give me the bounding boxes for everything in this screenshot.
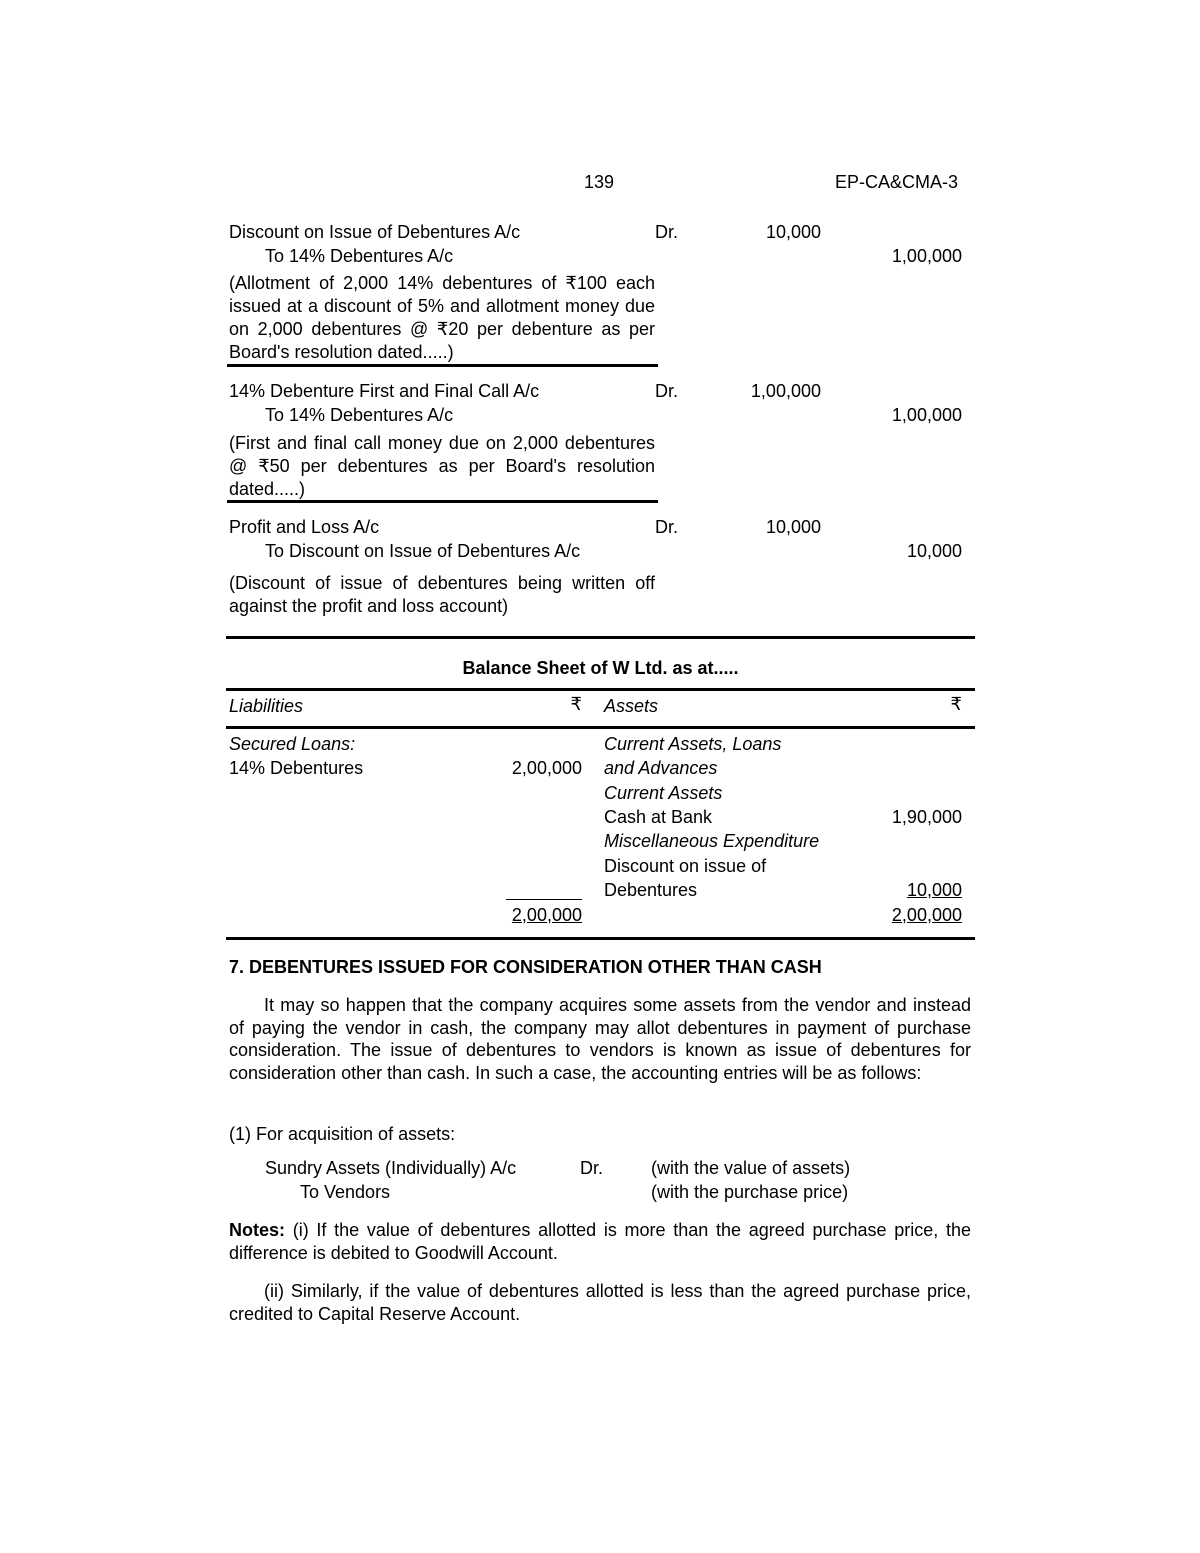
note-text: (i) If the value of debentures allotted is more than the agreed purchase price, the difference is debited to Goodwill Account. [229,1220,971,1263]
credit-account: To 14% Debentures A/c [265,246,454,266]
dr-label: Dr. [655,517,679,537]
paragraph: It may so happen that the company acquires some assets from the vendor and instead of paying the vendor in cash, the company may allot debentures in payment of purchase consideration. The issue of debentures to vendors is known as issue of debentures for consideration other than cash. In such a case, the accounting entries will be as follows: [229,995,971,1083]
step-heading: (1) For acquisition of assets: [229,1124,456,1144]
entry-debit-account: Sundry Assets (Individually) A/c [265,1158,517,1178]
narration: (First and final call money due on 2,000 debentures @ ₹50 per debentures as per Board's resolution dated.....) [229,433,655,499]
liabilities-total: 2,00,000 [511,905,582,925]
cash-at-bank: Cash at Bank [604,807,713,827]
debentures-amount: 2,00,000 [511,758,582,778]
cash-amount: 1,90,000 [891,807,962,827]
document-code: EP-CA&CMA-3 [835,172,959,192]
entry-debit-note: (with the value of assets) [651,1158,851,1178]
section-divider [226,636,975,639]
entry-divider [227,500,658,503]
rupee-header: ₹ [570,694,582,714]
narration: (Allotment of 2,000 14% debentures of ₹100 each issued at a discount of 5% and allotment money due on 2,000 debentures @ ₹20 per debenture as per Board's resolution dated.....) [229,273,655,362]
debit-amount: 10,000 [765,517,821,537]
entry-credit-note: (with the purchase price) [651,1182,849,1202]
discount-item: Discount on issue of [604,856,767,876]
entry-dr-label: Dr. [580,1158,604,1178]
note-paragraph [229,1219,971,1264]
assets-header: Assets [604,696,659,716]
entry-credit-account: To Vendors [300,1182,391,1202]
assets-heading: Current Assets, Loans [604,734,782,754]
table-bottom-rule [226,937,975,940]
assets-heading-cont: and Advances [604,758,718,778]
dr-label: Dr. [655,381,679,401]
credit-account: To 14% Debentures A/c [265,405,454,425]
entry-divider [227,364,658,367]
misc-expenditure-heading: Miscellaneous Expenditure [604,831,820,851]
debit-account: Profit and Loss A/c [229,517,380,537]
table-top-rule [226,688,975,691]
subtotal-rule [506,899,582,900]
page-number: 139 [584,172,615,192]
rupee-header: ₹ [950,694,962,714]
narration: (Discount of issue of debentures being written off against the profit and loss account) [229,573,655,616]
secured-loans-heading: Secured Loans: [229,734,356,754]
debit-account: Discount on Issue of Debentures A/c [229,222,521,242]
liabilities-header: Liabilities [229,696,304,716]
debit-amount: 10,000 [765,222,821,242]
debentures-item: 14% Debentures [229,758,364,778]
credit-amount: 1,00,000 [891,405,962,425]
notes-label: Notes: [229,1220,286,1240]
current-assets-heading: Current Assets [604,783,723,803]
credit-account: To Discount on Issue of Debentures A/c [265,541,581,561]
dr-label: Dr. [655,222,679,242]
discount-amount: 10,000 [906,880,962,900]
discount-item-cont: Debentures [604,880,698,900]
debit-account: 14% Debenture First and Final Call A/c [229,381,540,401]
assets-total: 2,00,000 [891,905,962,925]
credit-amount: 10,000 [906,541,962,561]
balance-sheet-title: Balance Sheet of W Ltd. as at..... [462,658,739,678]
header-rule [226,726,975,729]
credit-amount: 1,00,000 [891,246,962,266]
section-heading: 7. DEBENTURES ISSUED FOR CONSIDERATION OTHER THAN CASH [229,957,822,977]
note-paragraph: (ii) Similarly, if the value of debentures allotted is less than the agreed purchase price, credited to Capital Reserve Account. [229,1281,971,1324]
debit-amount: 1,00,000 [750,381,821,401]
